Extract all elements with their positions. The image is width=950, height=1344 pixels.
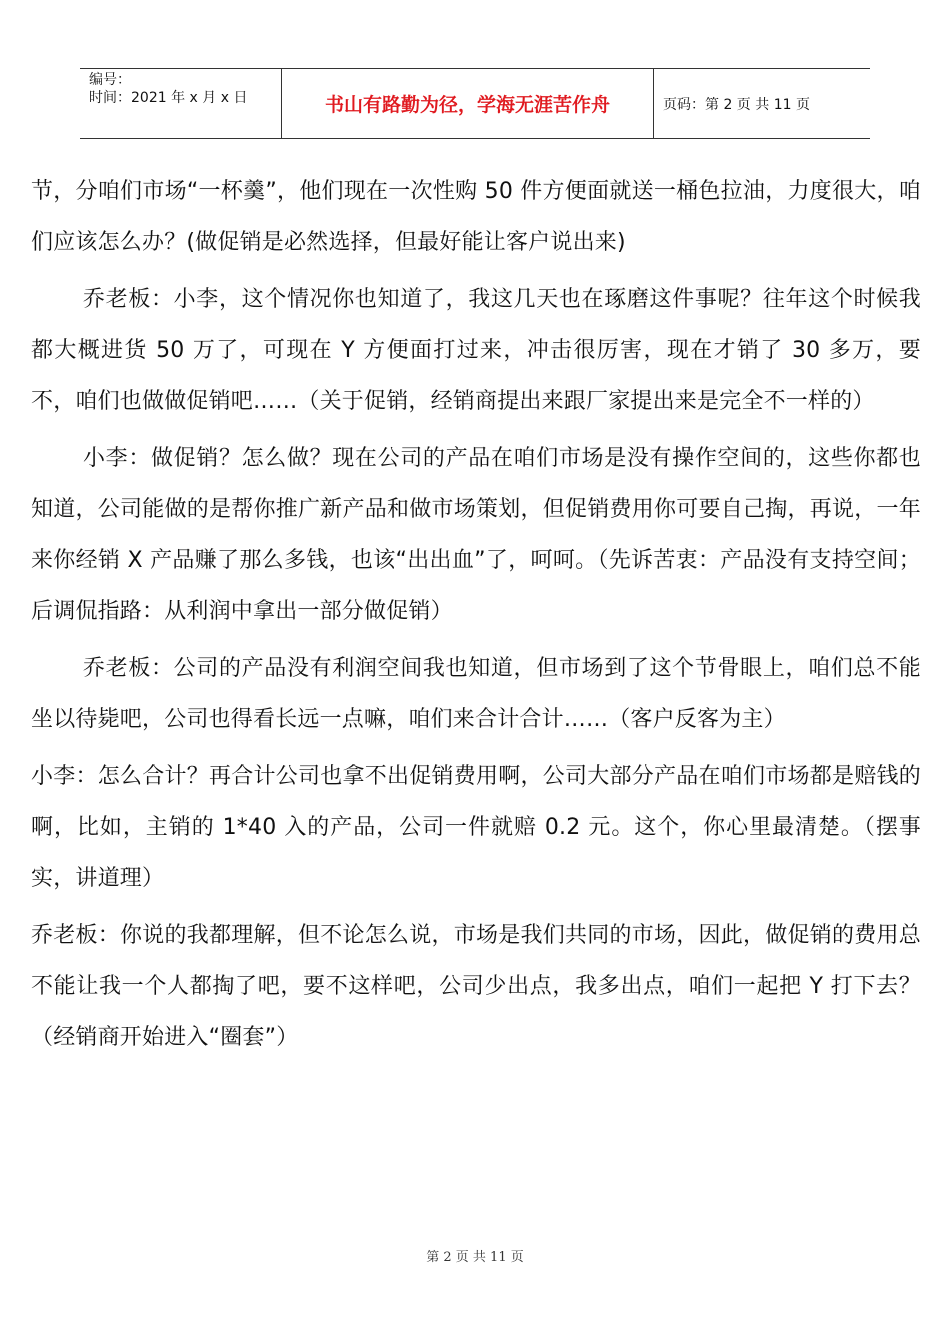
- paragraph-dialogue: 乔老板：公司的产品没有利润空间我也知道，但市场到了这个节骨眼上，咱们总不能坐以待毙吧，公司也得看长远一点嘛，咱们来合计合计……（客户反客为主）: [31, 656, 921, 732]
- paragraph-dialogue: 乔老板：你说的我都理解，但不论怎么说，市场是我们共同的市场，因此，做促销的费用总不能让我一个人都掏了吧，要不这样吧，公司少出点，我多出点，咱们一起把 Y 打下去？（经销商开始进入“圈套”）: [31, 923, 921, 1050]
- paragraph-continuation: 节，分咱们市场“一杯羹”，他们现在一次性购 50 件方便面就送一桶色拉油，力度很大，咱们应该怎么办？(做促销是必然选择，但最好能让客户说出来): [31, 179, 921, 255]
- document-body: [31, 166, 921, 1069]
- header-motto: 书山有路勤为径，学海无涯苦作舟: [281, 69, 654, 138]
- page-footer: 第 2 页 共 11 页: [426, 1250, 524, 1265]
- paragraph-dialogue: 小李：做促销？怎么做？现在公司的产品在咱们市场是没有操作空间的，这些你都也知道，公司能做的是帮你推广新产品和做市场策划，但促销费用你可要自己掏，再说，一年来你经销 X 产品赚了那么多钱，也该“出出血”了，呵呵。（先诉苦衷：产品没有支持空间；后调侃指路：从利润中拿出一部分做促销）: [31, 446, 921, 624]
- paragraph-dialogue: 乔老板：小李，这个情况你也知道了，我这几天也在琢磨这件事呢？往年这个时候我都大概进货 50 万了，可现在 Y 方便面打过来，冲击很厉害，现在才销了 30 多万，要不，咱们也做做促销吧……（关于促销，经销商提出来跟厂家提出来是完全不一样的）: [31, 287, 921, 414]
- document-header: [80, 68, 870, 139]
- header-meta: [80, 69, 281, 138]
- number-label: 编号：: [89, 72, 131, 88]
- date-line: 时间：2021 年 x 月 x 日: [89, 90, 248, 106]
- header-page-info: 页码：第 2 页 共 11 页: [663, 96, 810, 113]
- paragraph-dialogue: 小李：怎么合计？再合计公司也拿不出促销费用啊，公司大部分产品在咱们市场都是赔钱的啊，比如，主销的 1*40 入的产品，公司一件就赔 0.2 元。这个，你心里最清楚。（摆事实，讲道理）: [31, 764, 921, 891]
